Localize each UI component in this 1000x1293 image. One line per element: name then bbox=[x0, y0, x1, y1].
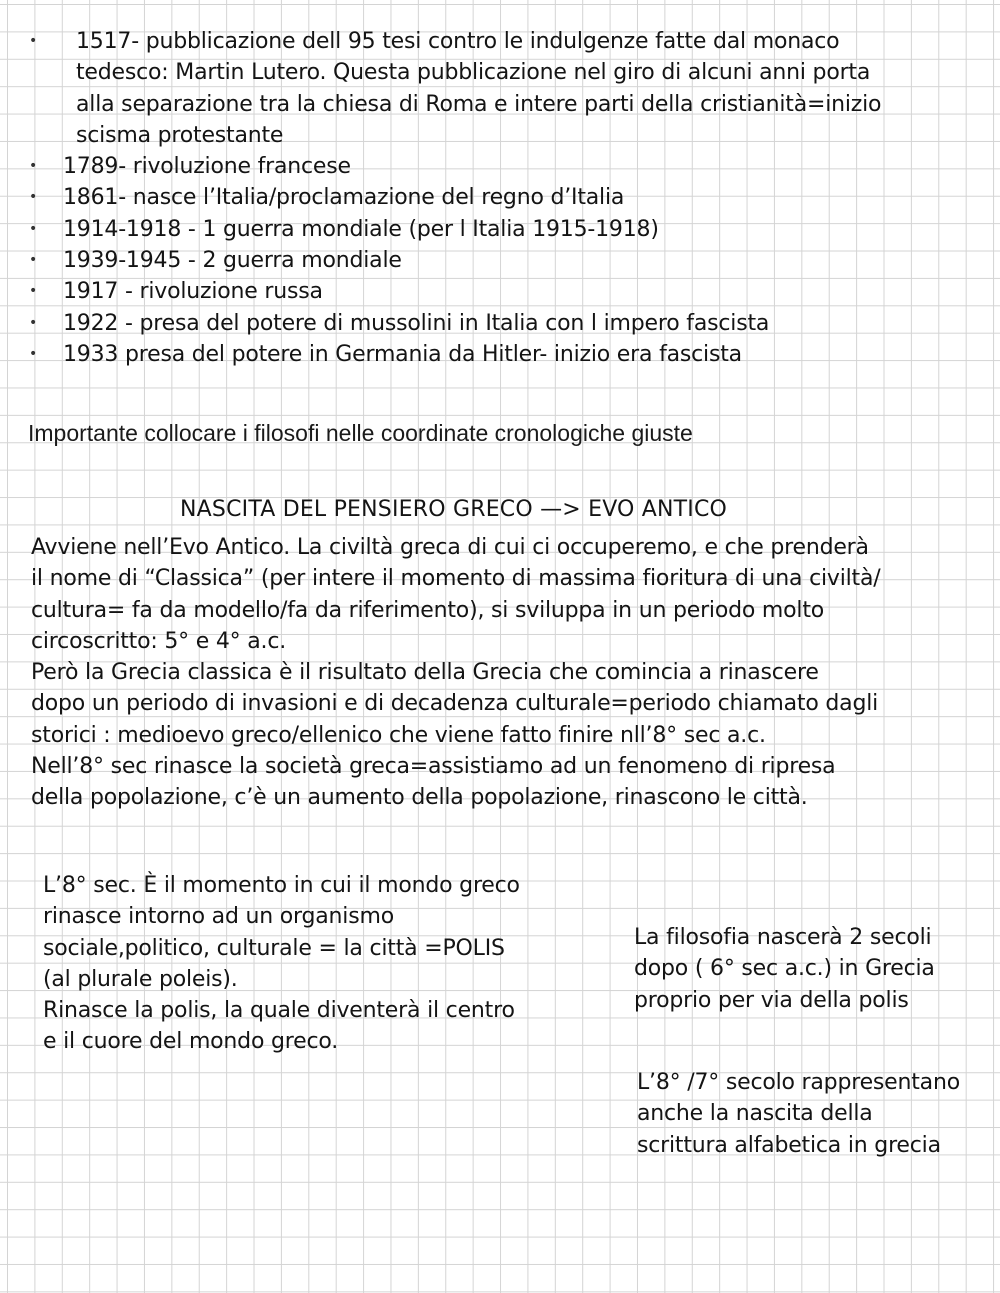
paragraph-line: il nome di “Classica” (per intere il momento di massima fioritura di una civiltà/ bbox=[31, 566, 881, 592]
paragraph-line: Però la Grecia classica è il risultato della Grecia che comincia a rinascere bbox=[31, 660, 819, 686]
bullet-icon: • bbox=[29, 345, 38, 362]
paragraph-line: storici : medioevo greco/ellenico che viene fatto finire nll’8° sec a.c. bbox=[31, 722, 766, 748]
timeline-item bbox=[0, 26, 1000, 151]
bullet-icon: • bbox=[29, 252, 38, 269]
alphabet-note bbox=[637, 1067, 997, 1161]
note-line: scrittura alfabetica in grecia bbox=[637, 1132, 941, 1158]
note-line: anche la nascita della bbox=[637, 1101, 873, 1127]
bullet-icon: • bbox=[29, 158, 38, 175]
bullet-icon: • bbox=[29, 33, 38, 49]
note-line: proprio per via della polis bbox=[634, 987, 909, 1013]
timeline-item bbox=[0, 214, 1000, 245]
polis-note bbox=[43, 870, 603, 1058]
timeline-item bbox=[0, 339, 1000, 370]
timeline-item bbox=[0, 245, 1000, 276]
timeline-item-text: 1914-1918 - 1 guerra mondiale (per l Italia 1915-1918) bbox=[63, 216, 659, 242]
timeline-item-text: 1939-1945 - 2 guerra mondiale bbox=[63, 248, 402, 274]
bullet-icon: • bbox=[29, 283, 38, 300]
timeline-item bbox=[0, 182, 1000, 213]
timeline-item-text: 1917 - rivoluzione russa bbox=[63, 279, 323, 305]
timeline-item-text: 1933 presa del potere in Germania da Hitler- inizio era fascista bbox=[63, 341, 742, 367]
note-line: L’8° /7° secolo rappresentano bbox=[637, 1070, 960, 1095]
paragraph-line: cultura= fa da modello/fa da riferimento), si sviluppa in un periodo molto bbox=[31, 597, 825, 623]
note-line: L’8° sec. È il momento in cui il mondo greco bbox=[43, 873, 520, 898]
paragraph-line: Nell’8° sec rinasce la società greca=assistiamo ad un fenomeno di ripresa bbox=[31, 754, 836, 780]
timeline-item bbox=[0, 276, 1000, 307]
note-line: (al plurale poleis). bbox=[43, 966, 238, 992]
main-paragraph bbox=[31, 532, 991, 814]
note-line: dopo ( 6° sec a.c.) in Grecia bbox=[634, 956, 935, 982]
note-line: rinasce intorno ad un organismo bbox=[43, 904, 394, 930]
bullet-icon: • bbox=[29, 189, 38, 206]
paragraph-line: della popolazione, c’è un aumento della popolazione, rinascono le città. bbox=[31, 785, 808, 811]
paragraph-line: Avviene nell’Evo Antico. La civiltà greca di cui ci occuperemo, e che prenderà bbox=[31, 535, 869, 560]
timeline-item-text: 1789- rivoluzione francese bbox=[63, 154, 351, 180]
timeline-item-text: 1517- pubblicazione dell 95 tesi contro le indulgenze fatte dal monaco tedesco: Martin Lutero. Questa pubblicazione nel giro di alcuni anni porta alla separazione tra la chiesa di Roma e intere parti della cristianità=inizio scisma protestante bbox=[76, 29, 882, 148]
timeline-list bbox=[0, 26, 1000, 370]
note-line: sociale,politico, culturale = la città =POLIS bbox=[43, 935, 505, 961]
note-line: La filosofia nascerà 2 secoli bbox=[634, 925, 932, 950]
timeline-item-text: 1922 - presa del potere di mussolini in Italia con l impero fascista bbox=[63, 310, 770, 336]
bullet-icon: • bbox=[29, 220, 38, 237]
note-line: Rinasce la polis, la quale diventerà il centro bbox=[43, 998, 515, 1024]
note-line: e il cuore del mondo greco. bbox=[43, 1029, 339, 1055]
paragraph-line: dopo un periodo di invasioni e di decadenza culturale=periodo chiamato dagli bbox=[31, 691, 879, 717]
section-title: NASCITA DEL PENSIERO GRECO —> EVO ANTICO bbox=[180, 497, 728, 522]
timeline-item-text: 1861- nasce l’Italia/proclamazione del regno d’Italia bbox=[63, 185, 625, 211]
timeline-item bbox=[0, 151, 1000, 182]
typed-note: Importante collocare i filosofi nelle coordinate cronologiche giuste bbox=[28, 420, 693, 446]
timeline-item bbox=[0, 308, 1000, 339]
philosophy-note bbox=[634, 922, 994, 1016]
bullet-icon: • bbox=[29, 314, 38, 331]
paragraph-line: circoscritto: 5° e 4° a.c. bbox=[31, 628, 287, 654]
